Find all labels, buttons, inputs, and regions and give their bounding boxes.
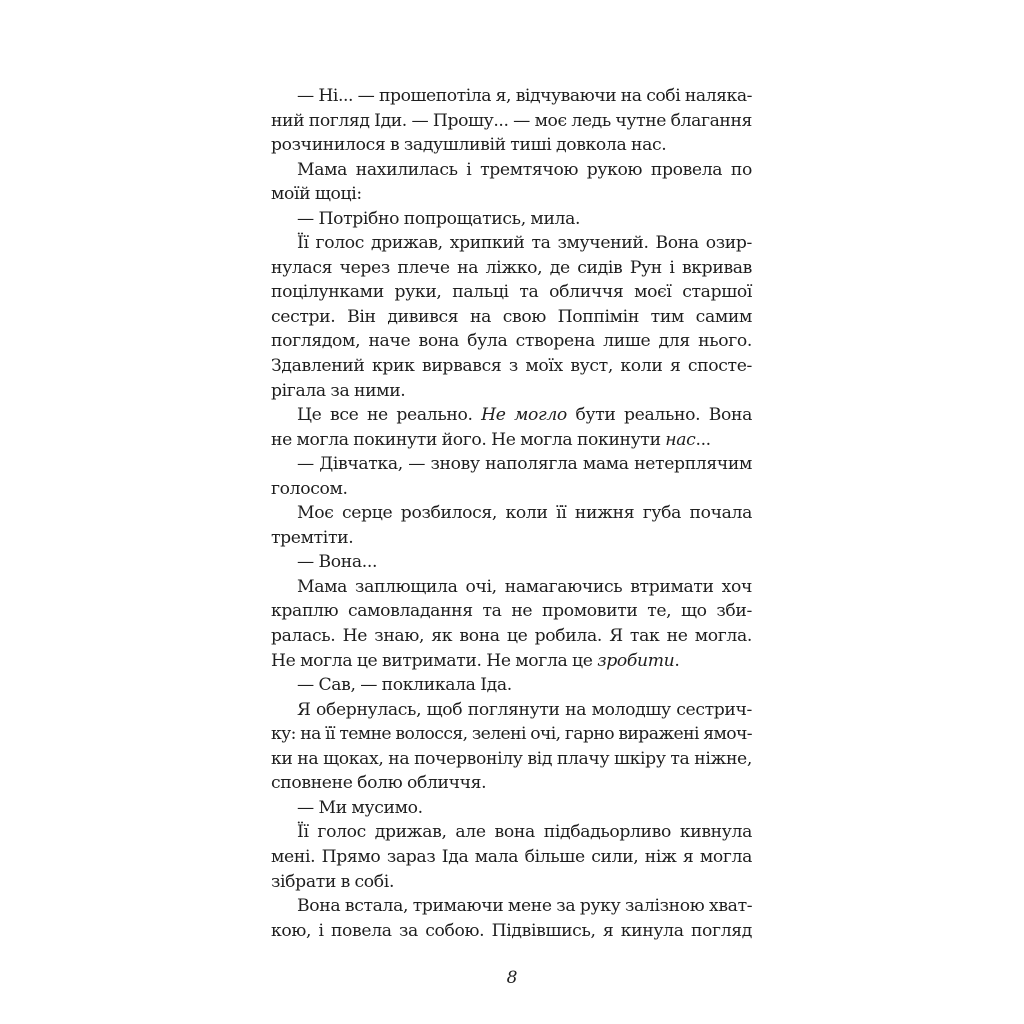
text-line [271,919,752,944]
text-line [271,207,752,232]
text-line [271,452,752,477]
text-run: поцілунками руки, пальці та обличчя моєї старшої [271,282,752,303]
text-line [271,305,752,330]
text-line [271,673,752,698]
paragraph [271,820,752,894]
text-line [271,280,752,305]
text-run: не могла покинути його. Не могла покинути [271,429,666,450]
text-run: голосом. [271,478,348,499]
text-line [271,428,752,453]
paragraph [271,501,752,550]
paragraph [271,550,752,575]
text-line [271,84,752,109]
text-run: Мама заплющила очі, намагаючись втримати хоч [297,576,752,597]
text-line [271,477,752,502]
text-line [271,550,752,575]
text-run: Це все не реально. [297,405,482,426]
body-text [271,84,752,943]
text-line [271,845,752,870]
text-run: — Вона... [297,552,378,573]
paragraph [271,231,752,403]
text-line [271,526,752,551]
paragraph [271,207,752,232]
paragraph [271,84,752,158]
text-line [271,796,752,821]
text-run: — Ми мусимо. [297,797,423,818]
paragraph [271,452,752,501]
text-run: краплю самовладання та не промовити те, що зби- [271,601,752,622]
text-line [271,403,752,428]
text-run: Я обернулась, щоб поглянути на молодшу сестрич- [297,699,752,720]
text-run: сестри. Він дивився на свою Поппімін тим самим [271,306,752,327]
text-run: — Дівчатка, — знову наполягла мама нетерплячим [297,454,752,475]
text-line [271,894,752,919]
text-run: — Сав, — покликала Іда. [297,675,512,696]
italic-text: Не могло [481,405,567,426]
text-line [271,722,752,747]
text-run: поглядом, наче вона була створена лише для нього. [271,331,752,352]
text-run: ралась. Не знаю, як вона це робила. Я так не могла. [271,626,752,647]
text-run: — Потрібно попрощатись, мила. [297,208,581,229]
text-line [271,649,752,674]
text-run: ний погляд Іди. — Прошу... — моє ледь чутне благання [271,110,752,131]
text-run: кою, і повела за собою. Підвівшись, я кинула погляд [271,920,752,941]
text-line [271,771,752,796]
text-run: ки на щоках, на почервонілу від плачу шкіру та ніжне, [271,748,752,769]
text-run: Мама нахилилась і тремтячою рукою провела по [297,159,752,180]
italic-text: нас [665,429,696,450]
text-run: Її голос дрижав, але вона підбадьорливо кивнула [297,822,752,843]
text-run: — Ні... — прошепотіла я, відчуваючи на собі наляка- [297,86,752,106]
paragraph [271,673,752,698]
paragraph [271,575,752,673]
text-line [271,182,752,207]
page-number: 8 [506,968,518,988]
text-line [271,698,752,723]
paragraph [271,894,752,943]
text-line [271,256,752,281]
text-run: бути реально. Вона [566,405,753,426]
text-run: Здавлений крик вирвався з моїх вуст, коли я спосте- [271,356,752,377]
text-run: нулася через плече на ліжко, де сидів Рун і вкривав [271,257,752,278]
text-run: мені. Прямо зараз Іда мала більше сили, ніж я могла [271,846,752,867]
text-line [271,820,752,845]
text-run: розчинилося в задушливій тиші довкола нас. [271,135,667,156]
italic-text: зробити [597,650,675,671]
text-line [271,870,752,895]
text-run: сповнене болю обличчя. [271,773,487,794]
text-run: Моє серце розбилося, коли її нижня губа почала [297,503,752,524]
paragraph [271,403,752,452]
text-run: . [674,650,680,671]
text-line [271,624,752,649]
text-line [271,501,752,526]
text-line [271,231,752,256]
text-run: зібрати в собі. [271,871,395,892]
text-line [271,575,752,600]
text-line [271,109,752,134]
text-run: Не могла це витримати. Не могла це [271,650,598,671]
text-line [271,599,752,624]
paragraph [271,796,752,821]
text-line [271,133,752,158]
text-run: Вона встала, тримаючи мене за руку залізною хват- [297,896,753,917]
text-line [271,354,752,379]
text-line [271,158,752,183]
text-run: тремтіти. [271,527,354,548]
text-line [271,329,752,354]
text-run: рігала за ними. [271,380,406,401]
paragraph [271,698,752,796]
text-line [271,747,752,772]
text-line [271,379,752,404]
text-run: ... [695,429,711,450]
text-run: Її голос дрижав, хрипкий та змучений. Вона озир- [297,233,752,254]
paragraph [271,158,752,207]
text-run: ку: на її темне волосся, зелені очі, гарно виражені ямоч- [271,724,752,745]
text-run: моїй щоці: [271,184,362,205]
